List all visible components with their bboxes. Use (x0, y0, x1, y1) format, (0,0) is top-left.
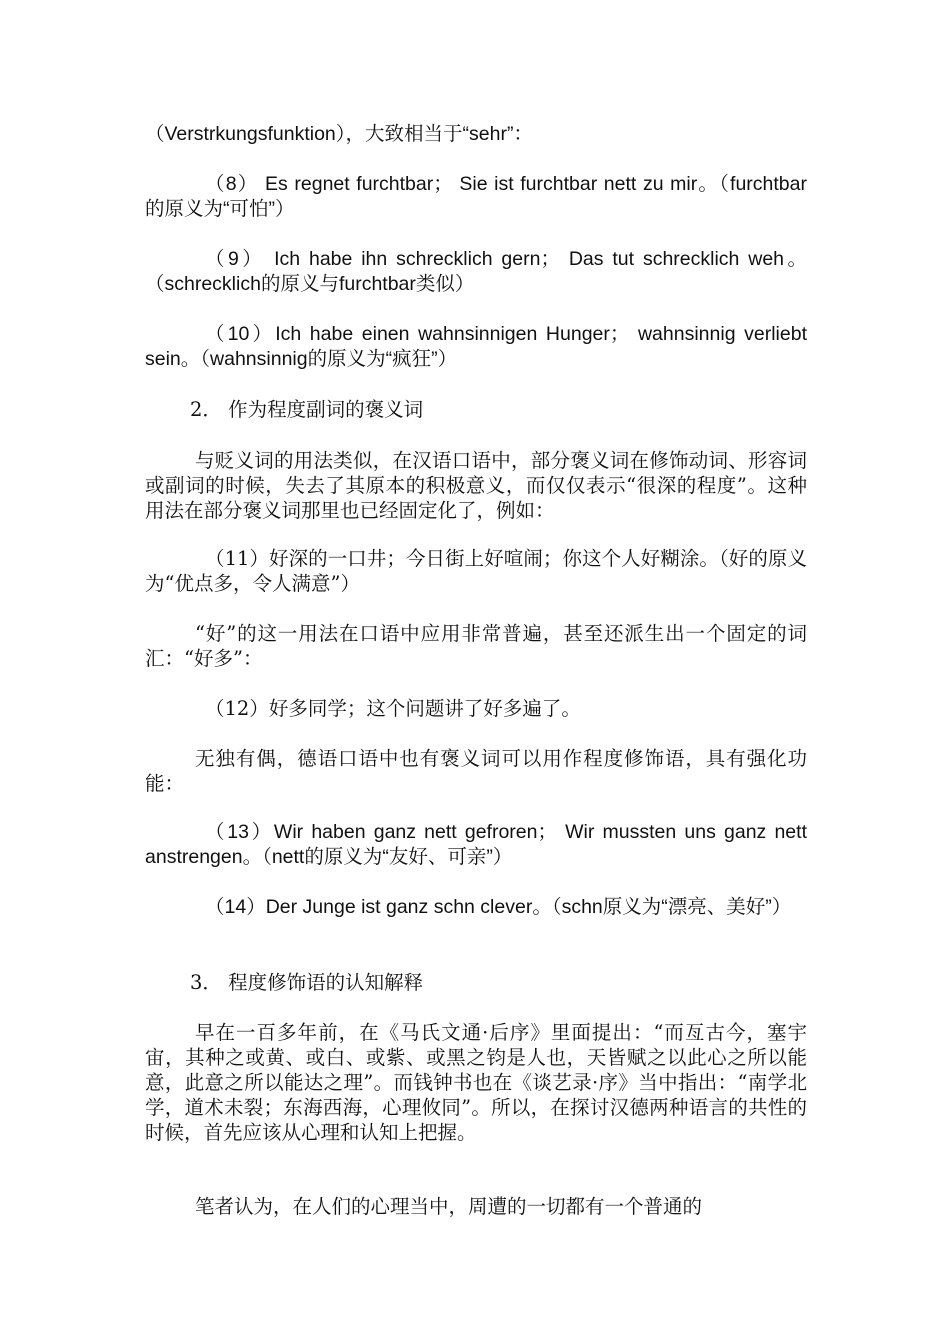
example-11: （11）好深的一口井；今日街上好喧闹；你这个人好糊涂。（好的原义为“优点多，令人满意”） (145, 547, 807, 595)
paragraph-german-commendatory: 无独有偶，德语口语中也有褒义词可以用作程度修饰语，具有强化功能： (145, 747, 807, 795)
paragraph-hao-usage: “好”的这一用法在口语中应用非常普遍，甚至还派生出一个固定的词汇：“好多”： (145, 622, 807, 670)
example-12: （12）好多同学；这个问题讲了好多遍了。 (205, 697, 581, 720)
paragraph-cognitive-explanation: 早在一百多年前，在《马氏文通·后序》里面提出：“而亙古今，塞宇宙，其种之或黄、或白、或紫、或黑之钧是人也，天皆赋之以此心之所以能意，此意之所以能达之理”。而钱钟书也在《谈艺录·序》当中指出：“南学北学，道术未裂；东海西海，心理攸同”。所以，在探讨汉德两种语言的共性的时候，首先应该从心理和认知上把握。 (145, 1021, 807, 1144)
example-14: （14）Der Junge ist ganz schn clever。（schn原义为“漂亮、美好”） (205, 896, 792, 918)
paragraph-author-view: 笔者认为，在人们的心理当中，周遭的一切都有一个普通的 (195, 1195, 703, 1218)
paragraph-intro-continuation: （Verstrkungsfunktion），大致相当于“sehr”： (145, 123, 533, 145)
example-13: （13）Wir haben ganz nett gefroren； Wir mussten uns ganz nett anstrengen。（nett的原义为“友好、可亲”） (145, 821, 807, 868)
section-heading-2: 2． 作为程度副词的褒义词 (190, 398, 424, 421)
paragraph-commendatory-usage: 与贬义词的用法类似，在汉语口语中，部分褒义词在修饰动词、形容词或副词的时候，失去了其原本的积极意义，而仅仅表示“很深的程度”。这种用法在部分褒义词那里也已经固定化了，例如： (145, 449, 807, 522)
example-10: （10）Ich habe einen wahnsinnigen Hunger； wahnsinnig verliebt sein。（wahnsinnig的原义为“疯狂”） (145, 323, 807, 370)
example-8: （8） Es regnet furchtbar； Sie ist furchtbar nett zu mir。（furchtbar的原义为“可怕”） (145, 173, 807, 220)
section-heading-3: 3． 程度修饰语的认知解释 (190, 971, 424, 994)
example-9: （9） Ich habe ihn schrecklich gern； Das tut schrecklich weh。（schrecklich的原义与furchtbar类似） (145, 248, 807, 295)
